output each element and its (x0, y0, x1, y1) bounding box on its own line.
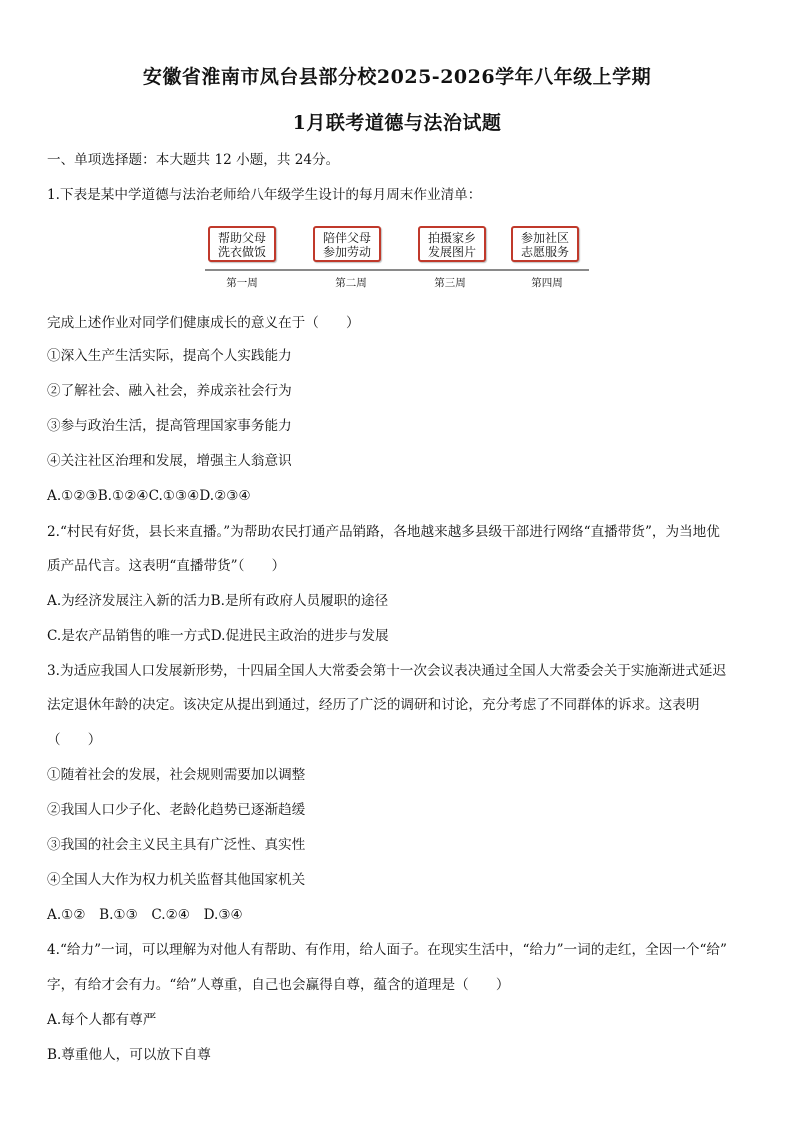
q2-stem-line2: 质产品代言。这表明“直播带货”（ ） (47, 558, 286, 574)
q3-option-3: ③我国的社会主义民主具有广泛性、真实性 (47, 837, 306, 853)
q1-option-4: ④关注社区治理和发展，增强主人翁意识 (47, 453, 292, 469)
q3-option-1: ①随着社会的发展，社会规则需要加以调整 (47, 767, 306, 783)
week-label-4: 第四周 (531, 277, 563, 289)
task-week4-line1: 参加社区 (520, 231, 569, 245)
timeline-axis (205, 269, 589, 271)
task-box-week1 (208, 226, 276, 262)
week-label-1: 第一周 (226, 277, 258, 289)
q1-question: 完成上述作业对同学们健康成长的意义在于（ ） (47, 315, 360, 331)
task-week2-line1: 陪伴父母 (322, 231, 371, 245)
task-week1-line1: 帮助父母 (217, 231, 266, 245)
q2-answers-line1: A.为经济发展注入新的活力B.是所有政府人员履职的途径 (47, 593, 389, 609)
task-week1-line2: 洗衣做饭 (217, 245, 266, 259)
q4-stem-line1: 4.“给力”一词，可以理解为对他人有帮助、有作用，给人面子。在现实生活中，“给力”一词的走红，全因一个“给” (47, 942, 727, 958)
section-heading: 一、单项选择题：本大题共 12 小题，共 24分。 (47, 152, 340, 168)
exam-title-line2: 1月联考道德与法治试题 (292, 112, 502, 134)
weekly-homework-figure (205, 222, 591, 292)
q2-answers-line2: C.是农产品销售的唯一方式D.促进民主政治的进步与发展 (47, 628, 389, 644)
q3-answers: A.①② B.①③ C.②④ D.③④ (47, 907, 243, 923)
task-box-week4 (511, 226, 579, 262)
task-week4-line2: 志愿服务 (520, 245, 569, 259)
task-week3-line1: 拍摄家乡 (427, 231, 476, 245)
week-label-3: 第三周 (434, 277, 466, 289)
q1-stem: 1.下表是某中学道德与法治老师给八年级学生设计的每月周末作业清单： (47, 187, 482, 203)
task-week3-line2: 发展图片 (427, 245, 476, 259)
q4-stem-line2: 字，有给才会有力。“给”人尊重，自己也会赢得自尊，蕴含的道理是（ ） (47, 977, 510, 993)
q3-stem-line3: （ ） (47, 732, 102, 748)
q3-option-4: ④全国人大作为权力机关监督其他国家机关 (47, 872, 306, 888)
q1-answers: A.①②③B.①②④C.①③④D.②③④ (47, 488, 251, 504)
q4-option-b: B.尊重他人，可以放下自尊 (47, 1047, 211, 1063)
q1-option-3: ③参与政治生活，提高管理国家事务能力 (47, 418, 292, 434)
exam-title-line1: 安徽省淮南市凤台县部分校2025-2026学年八年级上学期 (142, 66, 652, 88)
task-box-week2 (313, 226, 381, 262)
task-week2-line2: 参加劳动 (322, 245, 371, 259)
task-box-week3 (418, 226, 486, 262)
q1-option-2: ②了解社会、融入社会，养成亲社会行为 (47, 383, 292, 399)
week-label-2: 第二周 (335, 277, 367, 289)
q3-option-2: ②我国人口少子化、老龄化趋势已逐渐趋缓 (47, 802, 306, 818)
q2-stem-line1: 2.“村民有好货，县长来直播。”为帮助农民打通产品销路，各地越来越多县级干部进行网络“直播带货”，为当地优 (47, 524, 720, 540)
q3-stem-line1: 3.为适应我国人口发展新形势，十四届全国人大常委会第十一次会议表决通过全国人大常委会关于实施渐进式延迟 (47, 663, 727, 679)
q4-option-a: A.每个人都有尊严 (47, 1012, 157, 1028)
q3-stem-line2: 法定退休年龄的决定。该决定从提出到通过，经历了广泛的调研和讨论，充分考虑了不同群体的诉求。这表明 (47, 697, 700, 713)
q1-option-1: ①深入生产生活实际，提高个人实践能力 (47, 348, 292, 364)
